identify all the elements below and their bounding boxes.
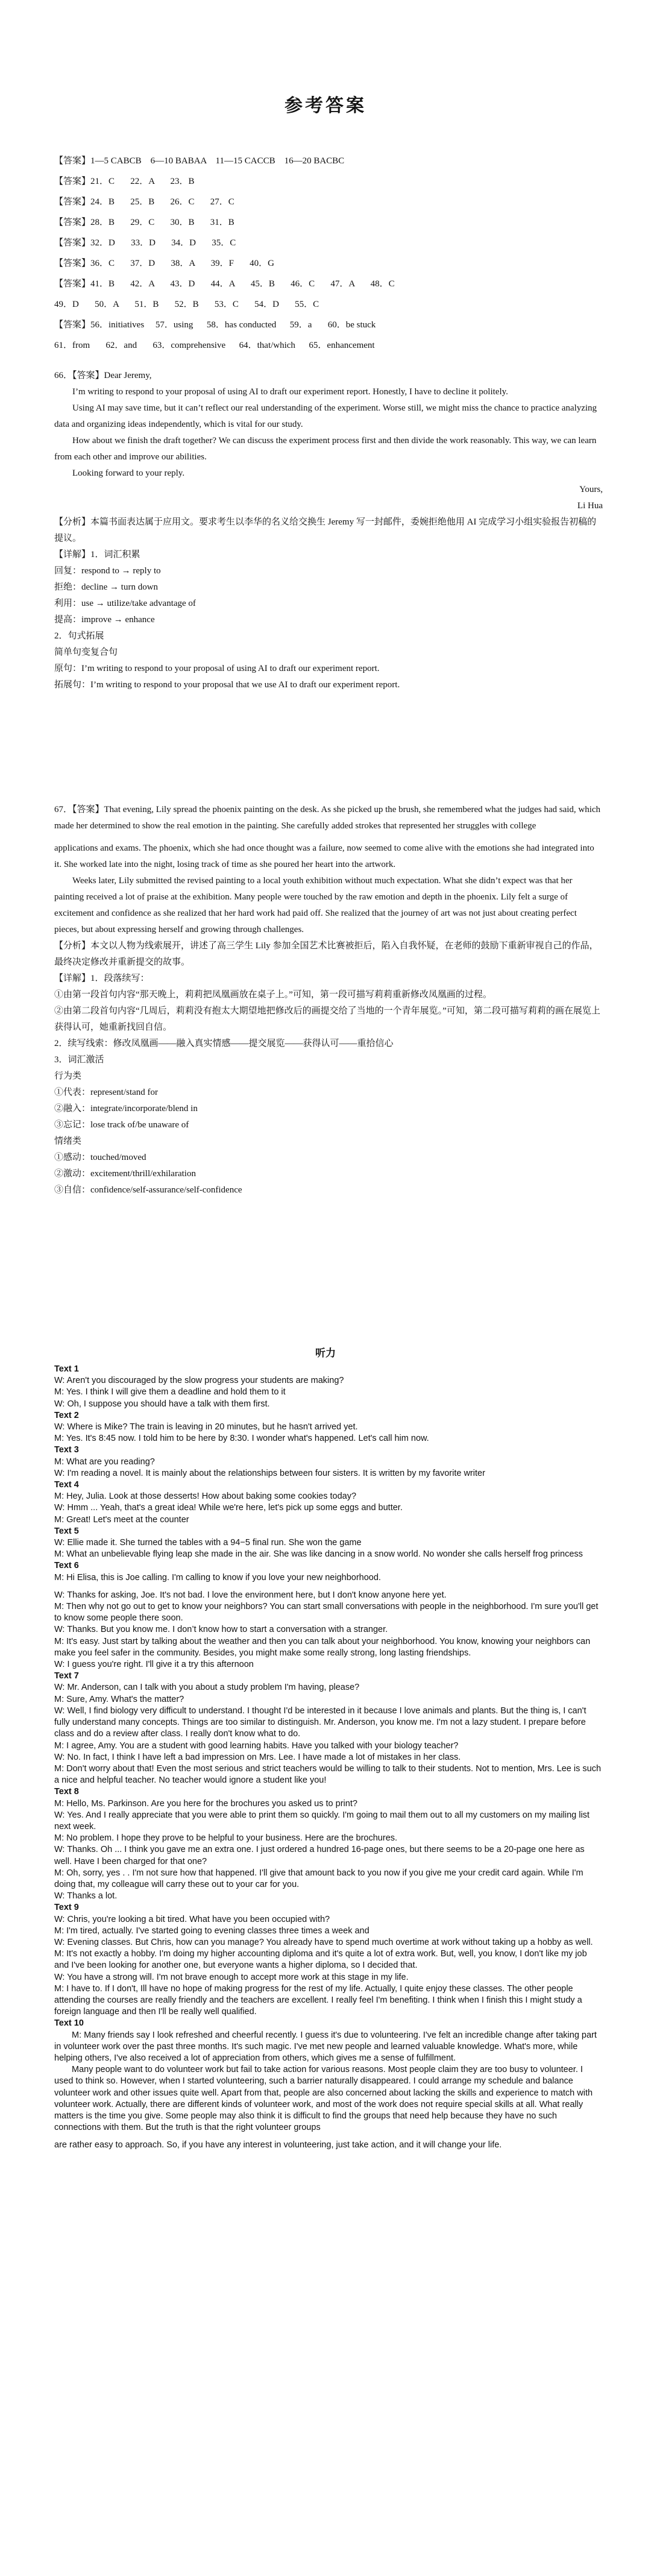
transcript-line: are rather easy to approach. So, if you have any interest in volunteering, just take action, and it will change your life. (54, 2140, 502, 2150)
q67-detail: ②激动：excitement/thrill/exhilaration (54, 1169, 196, 1179)
transcript-line: W: Oh, I suppose you should have a talk with them first. (54, 1399, 270, 1409)
transcript-line: W: Where is Mike? The train is leaving in 20 minutes, but he hasn't arrived yet. (54, 1422, 358, 1432)
q67-analysis: 【分析】本文以人物为线索展开，讲述了高三学生 Lily 参加全国艺术比赛被拒后，陷入自我怀疑，在老师的鼓励下重新审视自己的作品，最终决定修改并重新提交的故事。 (54, 941, 599, 967)
q66-heading: 66．【答案】Dear Jeremy, (54, 371, 152, 380)
q67-paragraph: Weeks later, Lily submitted the revised painting to a local youth exhibition without much expectation. What she didn’t expect was that her painting received a lot of praise at the exhibition. Many people were touched by the raw emotion and depth in the phoenix. Lily felt a surge of excitement and confidence as she realized that her hard work had paid off. She realized that the journey of art was not just about creating perfect pieces, but about expressing herself and growing through challenges. (54, 876, 577, 934)
spacer (54, 1584, 603, 1590)
transcript-line: M: What an unbelievable flying leap she made in the air. She was like dancing in a snow world. No wonder she calls herself frog princess (54, 1549, 583, 1560)
q66-analysis: 【分析】本篇书面表达属于应用文。要求考生以李华的名义给交换生 Jeremy 写一封邮件，委婉拒绝他用 AI 完成学习小组实验报告初稿的提议。 (54, 517, 597, 543)
answer-line: 【答案】1—5 CABCB 6—10 BABAA 11—15 CACCB 16—20 BACBC (54, 156, 345, 166)
q67-detail: 行为类 (54, 1071, 82, 1081)
answer-line: 【答案】32．D 33．D 34．D 35．C (54, 238, 236, 248)
transcript-line: W: Yes. And I really appreciate that you were able to print them so quickly. I'm going to mail them out to all my customers on my mailing list next week. (54, 1810, 590, 1831)
listening-text-heading: Text 6 (54, 1561, 79, 1571)
transcript-line: M: It's not exactly a hobby. I'm doing my higher accounting diploma and it's quite a lot of extra work. But, well, you know, I don't like my job and I've been looking for another one, but everyone wants a higher diploma, so I decided that. (54, 1949, 587, 1971)
q67-detail: ①由第一段首句内容“那天晚上，莉莉把凤凰画放在桌子上。”可知，第一段可描写莉莉重新修改凤凰画的过程。 (54, 990, 492, 1000)
q66-sign-off: Yours, (579, 485, 603, 494)
listening-text-heading: Text 4 (54, 1480, 79, 1490)
answer-line: 【答案】28．B 29．C 30．B 31．B (54, 218, 234, 227)
transcript-line: M: Yes. I think I will give them a deadline and hold them to it (54, 1387, 286, 1397)
transcript-line: M: I agree, Amy. You are a student with good learning habits. Have you talked with your biology teacher? (54, 1740, 459, 1751)
transcript-line: W: Thanks. Oh ... I think you gave me an extra one. I just ordered a hundred 16-page ones, but there seems to be a 20-page one here as well. Have I been charged for that one? (54, 1845, 585, 1866)
answer-line: 49．D 50．A 51．B 52．B 53．C 54．D 55．C (54, 300, 319, 309)
listening-heading: 听力 (315, 1347, 336, 1359)
q66-paragraph: Looking forward to your reply. (72, 468, 185, 478)
transcript-line: Many people want to do volunteer work but fail to take action for various reasons. Most people claim they are too busy to volunteer. I used to think so. However, when I started volunteering, such a barrier naturally disappeared. I could arrange my schedule and balance volunteer work and other issues quite well. Apart from that, people are also concerned about lacking the skills and experience to match with volunteer work. Actually, there are different kinds of volunteer work, and most of the work does not require special skills at all. What really matters is the time you give. Some people may also think it is difficult to find the groups that need help because they have no such connections with them. But the truth is that the right volunteer groups (54, 2065, 593, 2133)
q67-detail: ③自信：confidence/self-assurance/self-confidence (54, 1185, 242, 1195)
q66-detail: 原句：I’m writing to respond to your proposal of using AI to draft our experiment report. (54, 664, 380, 673)
listening-text-heading: Text 1 (54, 1364, 79, 1374)
question-66 (54, 368, 603, 693)
spacer (54, 2134, 603, 2140)
q67-paragraph: 67．【答案】That evening, Lily spread the phoenix painting on the desk. As she picked up the brush, she remembered what the judges had said, which made her determined to show the real emotion in the painting. She carefully added strokes that represented her struggles with college (54, 805, 601, 831)
answer-line: 【答案】36．C 37．D 38．A 39．F 40．G (54, 259, 275, 268)
transcript-line: W: Thanks. But you know me. I don’t know how to start a conversation with a stranger. (54, 1625, 388, 1635)
transcript-line: W: I guess you're right. I'll give it a try this afternoon (54, 1660, 254, 1670)
q66-detail: 拓展句：I’m writing to respond to your proposal that we use AI to draft our experiment report. (54, 680, 400, 690)
q67-detail: 情绪类 (54, 1136, 82, 1146)
transcript-line: M: Oh, sorry, yes . . I'm not sure how that happened. I'll give that amount back to you now if you give me your credit card again. While I'm doing that, my colleague will carry these out to your car for you. (54, 1868, 583, 1889)
answer-line: 【答案】41．B 42．A 43．D 44．A 45．B 46．C 47．A 48．C (54, 279, 395, 289)
q67-paragraph: applications and exams. The phoenix, which she had once thought was a failure, now seemed to come alive with the emotions she had integrated into it. She worked late into the night, losing track of time as she poured her heart into the artwork. (54, 843, 594, 869)
transcript-line: W: I'm reading a novel. It is mainly about the relationships between four sisters. It is written by my favorite writer (54, 1468, 485, 1478)
q66-detail: 2．句式拓展 (54, 631, 104, 641)
transcript-line: M: I'm tired, actually. I've started going to evening classes three times a week and (54, 1926, 370, 1936)
question-67 (54, 802, 603, 1198)
listening-text-heading: Text 9 (54, 1903, 79, 1913)
transcript-line: M: What are you reading? (54, 1456, 155, 1467)
transcript-line: M: No problem. I hope they prove to be helpful to your business. Here are the brochures. (54, 1833, 398, 1844)
answer-line: 61．from 62．and 63．comprehensive 64．that/which 65．enhancement (54, 341, 375, 350)
page-title: 参考答案 (285, 96, 366, 116)
transcript-line: M: Many friends say I look refreshed and cheerful recently. I guess it's due to volunteering. I've felt an incredible change after taking part in volunteer work over the past three months. It's such magic. I've met new people and learned valuable knowledge. What's more, while helping others, I've also received a lot of appreciation from others, which gives me a sense of fulfillment. (54, 2030, 597, 2063)
transcript-line: W: Well, I find biology very difficult to understand. I thought I'd be interested in it because I love animals and plants. But the thing is, I can't fully understand many concepts. Things are too similar to distinguish. Mr. Anderson, you know me. I'm not a lazy student. I prepare before class and do a review after class. I really don't know what to do. (54, 1705, 587, 1739)
transcript-line: W: Mr. Anderson, can I talk with you about a study problem I'm having, please? (54, 1683, 360, 1693)
transcript-line: W: You have a strong will. I'm not brave enough to accept more work at this stage in my life. (54, 1972, 409, 1982)
objective-answers (54, 151, 603, 356)
q67-detail: 2．续写线索：修改凤凰画——融入真实情感——提交展览——获得认可——重拾信心 (54, 1039, 394, 1048)
transcript-line: M: Sure, Amy. What's the matter? (54, 1694, 184, 1704)
transcript-line: M: Great! Let's meet at the counter (54, 1514, 189, 1525)
spacer (54, 834, 603, 840)
q66-detail: 提高：improve → enhance (54, 615, 155, 625)
transcript-line: M: I have to. If I don't, Ill have no hope of making progress for the rest of my life. Actually, I quite enjoy these classes. The other people attending the courses are really friendly and the teachers are excellent. I really feel I'm benefiting. I think when I finish this I might study a foreign language and then I'll be really well qualified. (54, 1983, 582, 2017)
q67-detail: ②融入：integrate/incorporate/blend in (54, 1104, 198, 1113)
q66-detail: 回复：respond to → reply to (54, 566, 161, 576)
answer-line: 【答案】56．initiatives 57．using 58．has conducted 59．a 60．be stuck (54, 320, 376, 330)
transcript-line: M: It's easy. Just start by talking about the weather and then you can talk about your neighborhood. You know, knowing your neighbors can make you feel safer in the community. Besides, you might make some really strong, long lasting friendships. (54, 1636, 591, 1658)
listening-text-heading: Text 7 (54, 1671, 79, 1681)
q66-detail: 利用：use → utilize/take advantage of (54, 599, 196, 608)
listening-text-heading: Text 3 (54, 1445, 79, 1455)
q66-paragraph: I’m writing to respond to your proposal of using AI to draft our experiment report. Honestly, I have to decline it politely. (72, 387, 508, 397)
q66-paragraph: Using AI may save time, but it can’t reflect our real understanding of the experiment. Worse still, we might miss the chance to practice analyzing data and organizing ideas independently, which is vital for our study. (54, 403, 597, 429)
q66-detail: 简单句变复合句 (54, 647, 118, 657)
q67-detail: ①代表：represent/stand for (54, 1088, 159, 1097)
transcript-line: W: Evening classes. But Chris, how can you manage? You already have to spend much overtime at work without taking up a hobby as well. (54, 1937, 593, 1947)
transcript-line: M: Hello, Ms. Parkinson. Are you here for the brochures you asked us to print? (54, 1798, 357, 1809)
transcript-line: W: Aren't you discouraged by the slow progress your students are making? (54, 1376, 344, 1386)
listening-text-heading: Text 5 (54, 1526, 79, 1536)
q66-paragraph: How about we finish the draft together? We can discuss the experiment process first and then divide the work reasonably. This way, we can learn from each other and improve our abilities. (54, 436, 597, 462)
listening-text-heading: Text 10 (54, 2018, 84, 2029)
transcript-line: W: Thanks a lot. (54, 1891, 118, 1901)
q66-detail: 【详解】1．词汇积累 (54, 550, 140, 559)
answer-line: 【答案】24．B 25．B 26．C 27．C (54, 197, 234, 207)
q66-signature: Li Hua (577, 501, 603, 511)
transcript-line: W: Thanks for asking, Joe. It's not bad. I love the environment here, but I don't know anyone here yet. (54, 1590, 447, 1600)
q67-detail: 3．词汇激活 (54, 1055, 104, 1065)
transcript-line: M: Yes. It's 8:45 now. I told him to be here by 8:30. I wonder what's happened. Let's call him now. (54, 1434, 429, 1444)
transcript-line: W: Hmm ... Yeah, that's a great idea! While we're here, let's pick up some eggs and butter. (54, 1503, 403, 1513)
listening-transcript (54, 1364, 603, 2152)
q67-detail: 【详解】1．段落续写： (54, 974, 149, 983)
transcript-line: W: Ellie made it. She turned the tables with a 94−5 final run. She won the game (54, 1538, 362, 1548)
transcript-line: W: Chris, you're looking a bit tired. What have you been occupied with? (54, 1914, 330, 1924)
listening-text-heading: Text 8 (54, 1787, 79, 1797)
q67-detail: ②由第二段首句内容“几周后，莉莉没有抱太大期望地把修改后的画提交给了当地的一个青年展览。”可知，第二段可描写莉莉的画在展览上获得认可，她重新找回自信。 (54, 1006, 600, 1032)
listening-text-heading: Text 2 (54, 1410, 79, 1420)
transcript-line: M: Hey, Julia. Look at those desserts! How about baking some cookies today? (54, 1491, 357, 1502)
answer-line: 【答案】21．C 22．A 23．B (54, 177, 195, 186)
transcript-line: M: Then why not go out to get to know your neighbors? You can start small conversations with people in the neighborhood. I'm sure you'll get to know some people there soon. (54, 1602, 599, 1623)
transcript-line: W: No. In fact, I think I have left a bad impression on Mrs. Lee. I have made a lot of mistakes in her class. (54, 1752, 461, 1762)
q66-detail: 拒绝：decline → turn down (54, 582, 159, 592)
q67-detail: ③忘记：lose track of/be unaware of (54, 1120, 189, 1130)
transcript-line: M: Hi Elisa, this is Joe calling. I'm calling to know if you love your new neighborhood. (54, 1572, 381, 1582)
transcript-line: M: Don't worry about that! Even the most serious and strict teachers would be willing to talk to their students. Not to mention, Mrs. Lee is such a nice and helpful teacher. No teacher would ignore a student like you! (54, 1763, 602, 1786)
q67-detail: ①感动：touched/moved (54, 1153, 146, 1162)
